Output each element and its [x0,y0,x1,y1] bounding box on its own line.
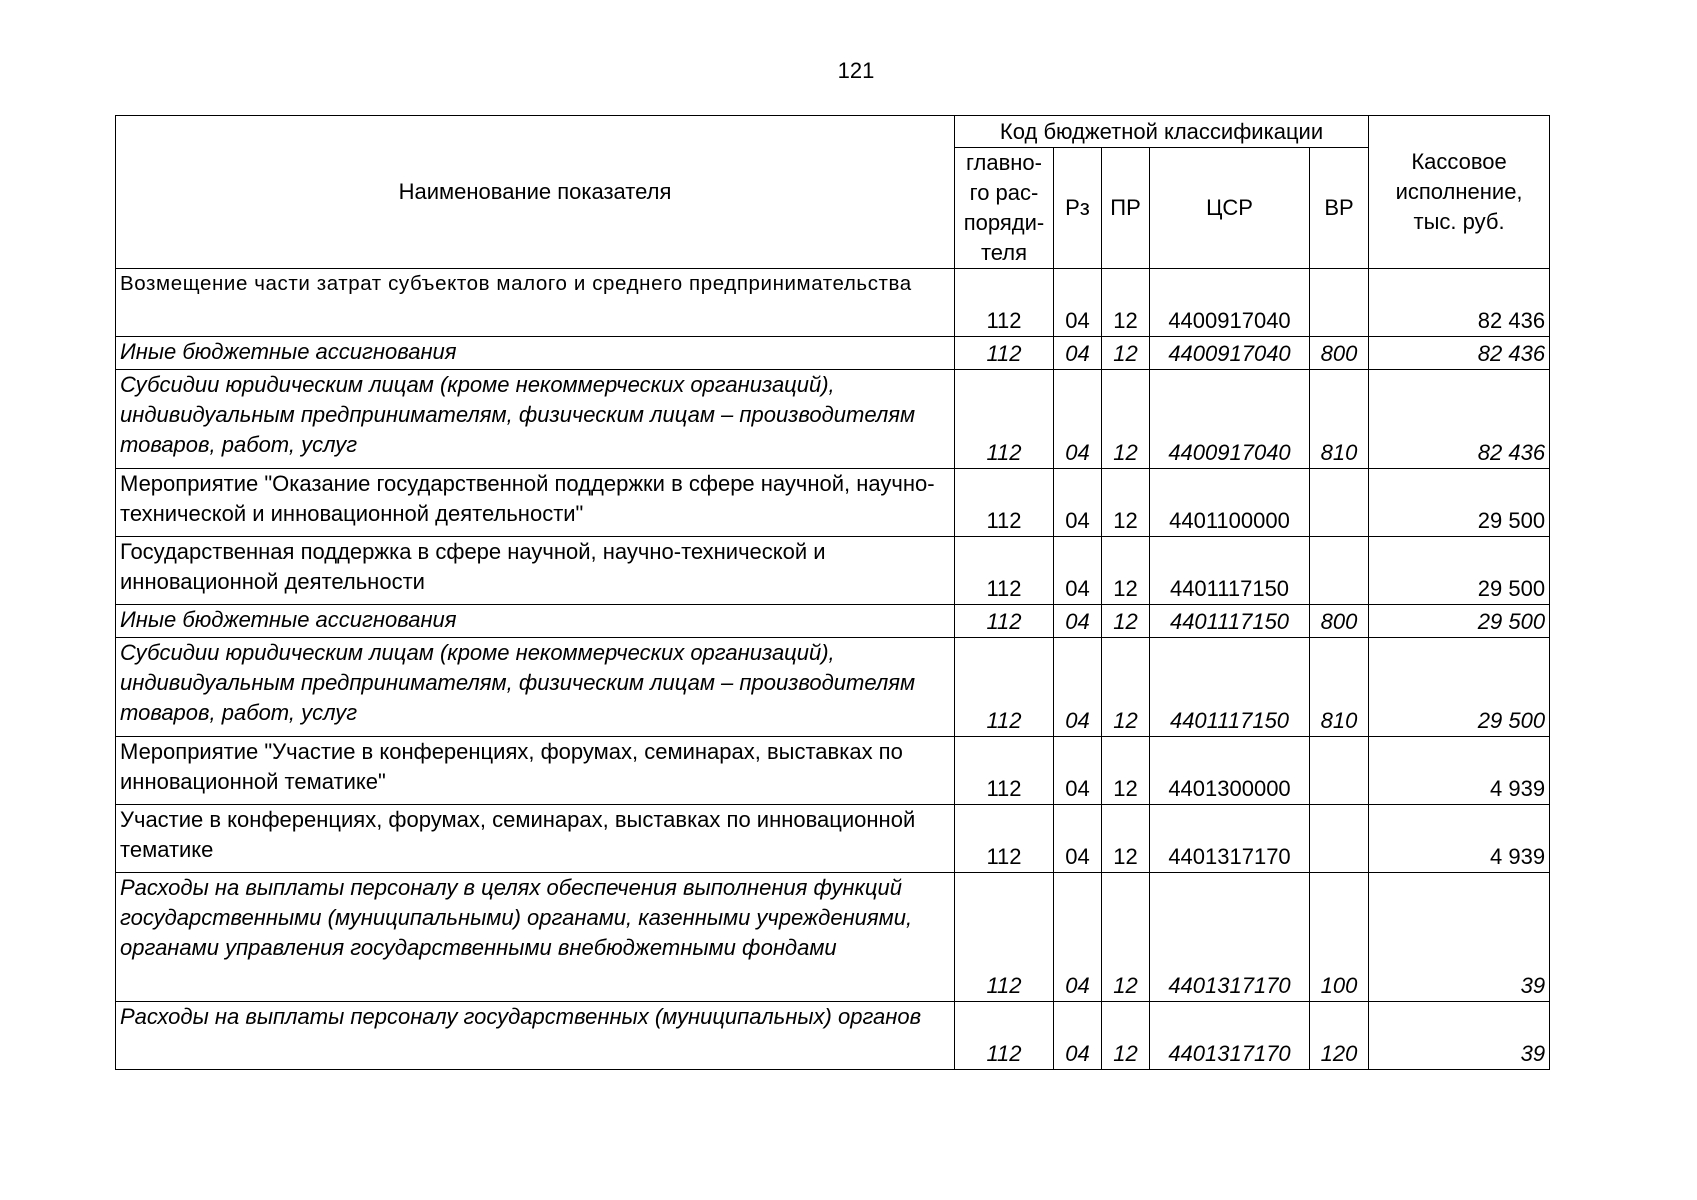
header-pr: ПР [1102,148,1150,269]
page-number: 121 [837,58,875,83]
header-rz: Рз [1054,148,1102,269]
row-name: Мероприятие "Участие в конференциях, форумах, семинарах, выставках по инновационной тематике" [116,737,955,805]
row-glavny: 112 [955,469,1054,537]
header-csr: ЦСР [1150,148,1310,269]
row-glavny: 112 [955,269,1054,337]
row-vr: 800 [1310,337,1369,370]
row-vr [1310,737,1369,805]
row-pr: 12 [1102,605,1150,638]
row-rz: 04 [1054,737,1102,805]
row-csr: 4400917040 [1150,370,1310,469]
row-amount: 82 436 [1369,337,1550,370]
row-amount: 39 [1369,1002,1550,1070]
row-name: Субсидии юридическим лицам (кроме некоммерческих организаций), индивидуальным предпринимателям, физическим лицам – производителям товаров, работ, услуг [116,638,955,737]
row-rz: 04 [1054,638,1102,737]
row-name: Субсидии юридическим лицам (кроме некоммерческих организаций), индивидуальным предпринимателям, физическим лицам – производителям товаров, работ, услуг [116,370,955,469]
table-row [116,737,1550,805]
row-name: Расходы на выплаты персоналу государственных (муниципальных) органов [116,1002,955,1070]
row-name: Иные бюджетные ассигнования [116,337,955,370]
row-pr: 12 [1102,537,1150,605]
row-vr [1310,537,1369,605]
table-header [116,116,1550,269]
table-row [116,269,1550,337]
row-pr: 12 [1102,737,1150,805]
row-rz: 04 [1054,537,1102,605]
row-rz: 04 [1054,805,1102,873]
row-pr: 12 [1102,873,1150,1002]
table-row [116,469,1550,537]
row-name: Участие в конференциях, форумах, семинарах, выставках по инновационной тематике [116,805,955,873]
row-amount: 29 500 [1369,638,1550,737]
row-vr: 800 [1310,605,1369,638]
row-pr: 12 [1102,337,1150,370]
row-vr: 810 [1310,370,1369,469]
row-glavny: 112 [955,638,1054,737]
header-amount: Кассовое исполнение, тыс. руб. [1369,116,1550,269]
row-rz: 04 [1054,370,1102,469]
row-csr: 4401300000 [1150,737,1310,805]
row-amount: 29 500 [1369,469,1550,537]
row-pr: 12 [1102,269,1150,337]
row-pr: 12 [1102,638,1150,737]
row-csr: 4400917040 [1150,337,1310,370]
row-glavny: 112 [955,605,1054,638]
row-amount: 29 500 [1369,537,1550,605]
row-name: Возмещение части затрат субъектов малого и среднего предпринимательства [116,269,955,337]
row-amount: 39 [1369,873,1550,1002]
row-amount: 4 939 [1369,737,1550,805]
row-glavny: 112 [955,805,1054,873]
row-glavny: 112 [955,337,1054,370]
row-glavny: 112 [955,370,1054,469]
row-csr: 4401317170 [1150,873,1310,1002]
row-name: Мероприятие "Оказание государственной поддержки в сфере научной, научно-технической и инновационной деятельности" [116,469,955,537]
row-vr: 120 [1310,1002,1369,1070]
header-vr: ВР [1310,148,1369,269]
header-glavny: главно-го рас-поряди-теля [955,148,1054,269]
row-glavny: 112 [955,537,1054,605]
table-row [116,805,1550,873]
row-csr: 4401317170 [1150,1002,1310,1070]
row-amount: 82 436 [1369,370,1550,469]
row-pr: 12 [1102,805,1150,873]
row-pr: 12 [1102,370,1150,469]
row-pr: 12 [1102,1002,1150,1070]
table-row [116,537,1550,605]
row-glavny: 112 [955,1002,1054,1070]
row-name: Государственная поддержка в сфере научной, научно-технической и инновационной деятельности [116,537,955,605]
row-csr: 4401117150 [1150,537,1310,605]
row-name: Иные бюджетные ассигнования [116,605,955,638]
row-rz: 04 [1054,1002,1102,1070]
header-code-group: Код бюджетной классификации [955,116,1369,148]
table-row [116,638,1550,737]
row-rz: 04 [1054,605,1102,638]
row-csr: 4401100000 [1150,469,1310,537]
budget-table [115,115,1550,1070]
row-vr [1310,805,1369,873]
table-row [116,370,1550,469]
row-rz: 04 [1054,873,1102,1002]
row-rz: 04 [1054,469,1102,537]
row-vr: 100 [1310,873,1369,1002]
row-vr [1310,269,1369,337]
table-body [116,269,1550,1070]
table-row [116,1002,1550,1070]
header-name-column: Наименование показателя [116,116,955,269]
row-csr: 4401117150 [1150,605,1310,638]
row-csr: 4401117150 [1150,638,1310,737]
row-amount: 29 500 [1369,605,1550,638]
row-pr: 12 [1102,469,1150,537]
table-row [116,873,1550,1002]
table-row [116,337,1550,370]
table-row [116,605,1550,638]
row-name: Расходы на выплаты персоналу в целях обеспечения выполнения функций государственными (муниципальными) органами, казенными учреждениями, органами управления государственными внебюджетными фондами [116,873,955,1002]
row-amount: 82 436 [1369,269,1550,337]
row-rz: 04 [1054,337,1102,370]
row-vr [1310,469,1369,537]
row-rz: 04 [1054,269,1102,337]
row-glavny: 112 [955,873,1054,1002]
row-vr: 810 [1310,638,1369,737]
row-csr: 4401317170 [1150,805,1310,873]
row-glavny: 112 [955,737,1054,805]
row-csr: 4400917040 [1150,269,1310,337]
row-amount: 4 939 [1369,805,1550,873]
